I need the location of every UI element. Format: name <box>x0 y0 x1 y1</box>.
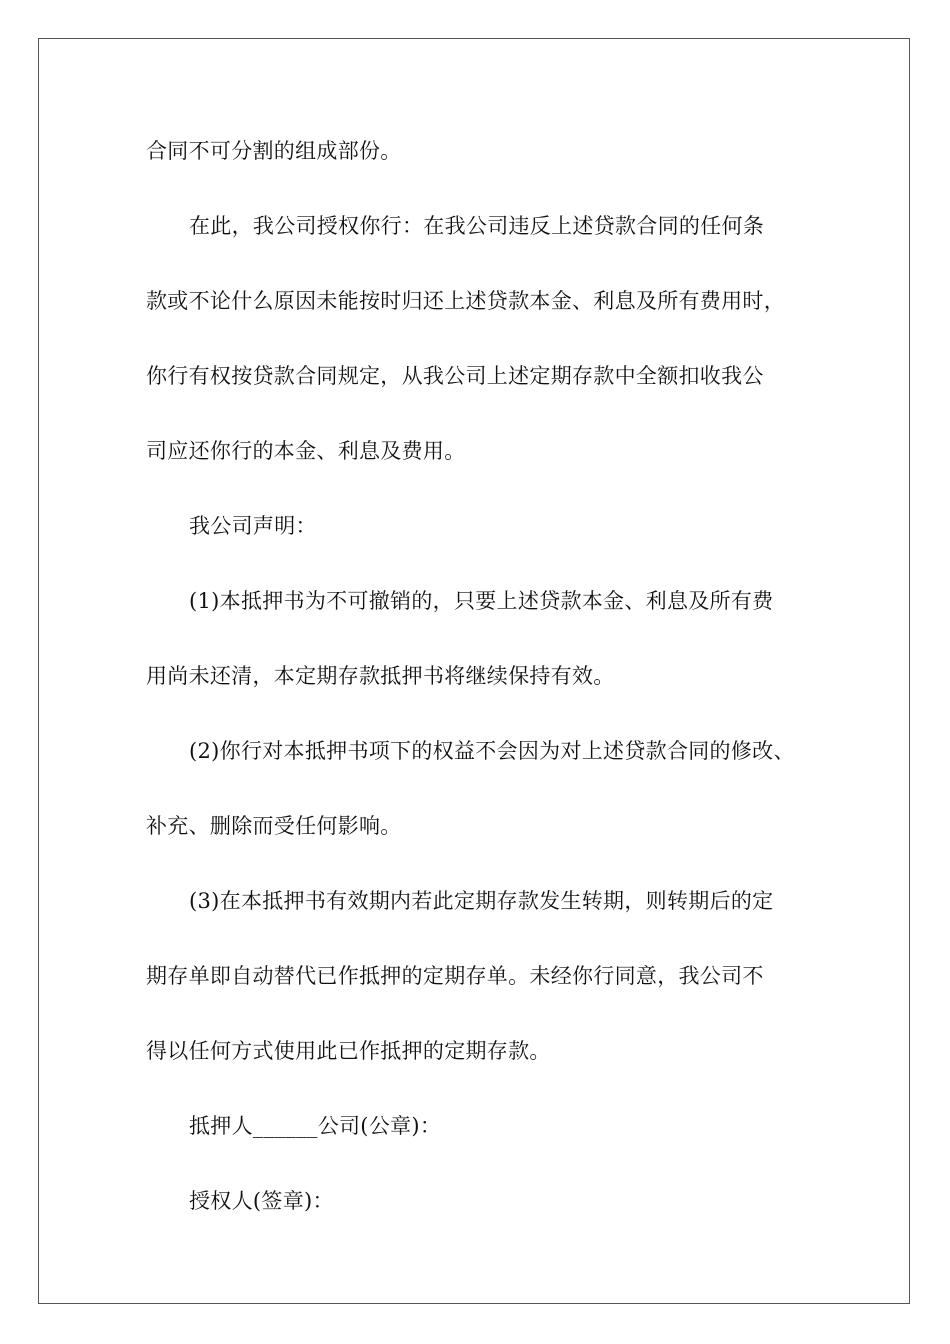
text-line-6: 我公司声明： <box>189 514 317 538</box>
text-line-4: 你行有权按贷款合同规定，从我公司上述定期存款中全额扣收我公 <box>146 364 764 388</box>
text-line-2: 在此，我公司授权你行：在我公司违反上述贷款合同的任何条 <box>189 214 765 238</box>
mortgagor-line: 抵押人______公司(公章)： <box>189 1114 442 1138</box>
text-line-1: 合同不可分割的组成部份。 <box>146 139 402 163</box>
text-line-12: 期存单即自动替代已作抵押的定期存单。未经你行同意，我公司不 <box>146 964 764 988</box>
authorizer-line: 授权人(签章)： <box>189 1189 334 1213</box>
text-line-8: 用尚未还清，本定期存款抵押书将继续保持有效。 <box>146 664 615 688</box>
text-line-13: 得以任何方式使用此已作抵押的定期存款。 <box>146 1039 551 1063</box>
text-line-9: (2)你行对本抵押书项下的权益不会因为对上述贷款合同的修改、 <box>189 739 795 763</box>
text-line-7: (1)本抵押书为不可撤销的，只要上述贷款本金、利息及所有费 <box>189 589 774 613</box>
text-line-5: 司应还你行的本金、利息及费用。 <box>146 439 466 463</box>
text-line-3: 款或不论什么原因未能按时归还上述贷款本金、利息及所有费用时， <box>146 289 785 313</box>
text-line-11: (3)在本抵押书有效期内若此定期存款发生转期，则转期后的定 <box>189 889 774 913</box>
text-line-10: 补充、删除而受任何影响。 <box>146 814 402 838</box>
